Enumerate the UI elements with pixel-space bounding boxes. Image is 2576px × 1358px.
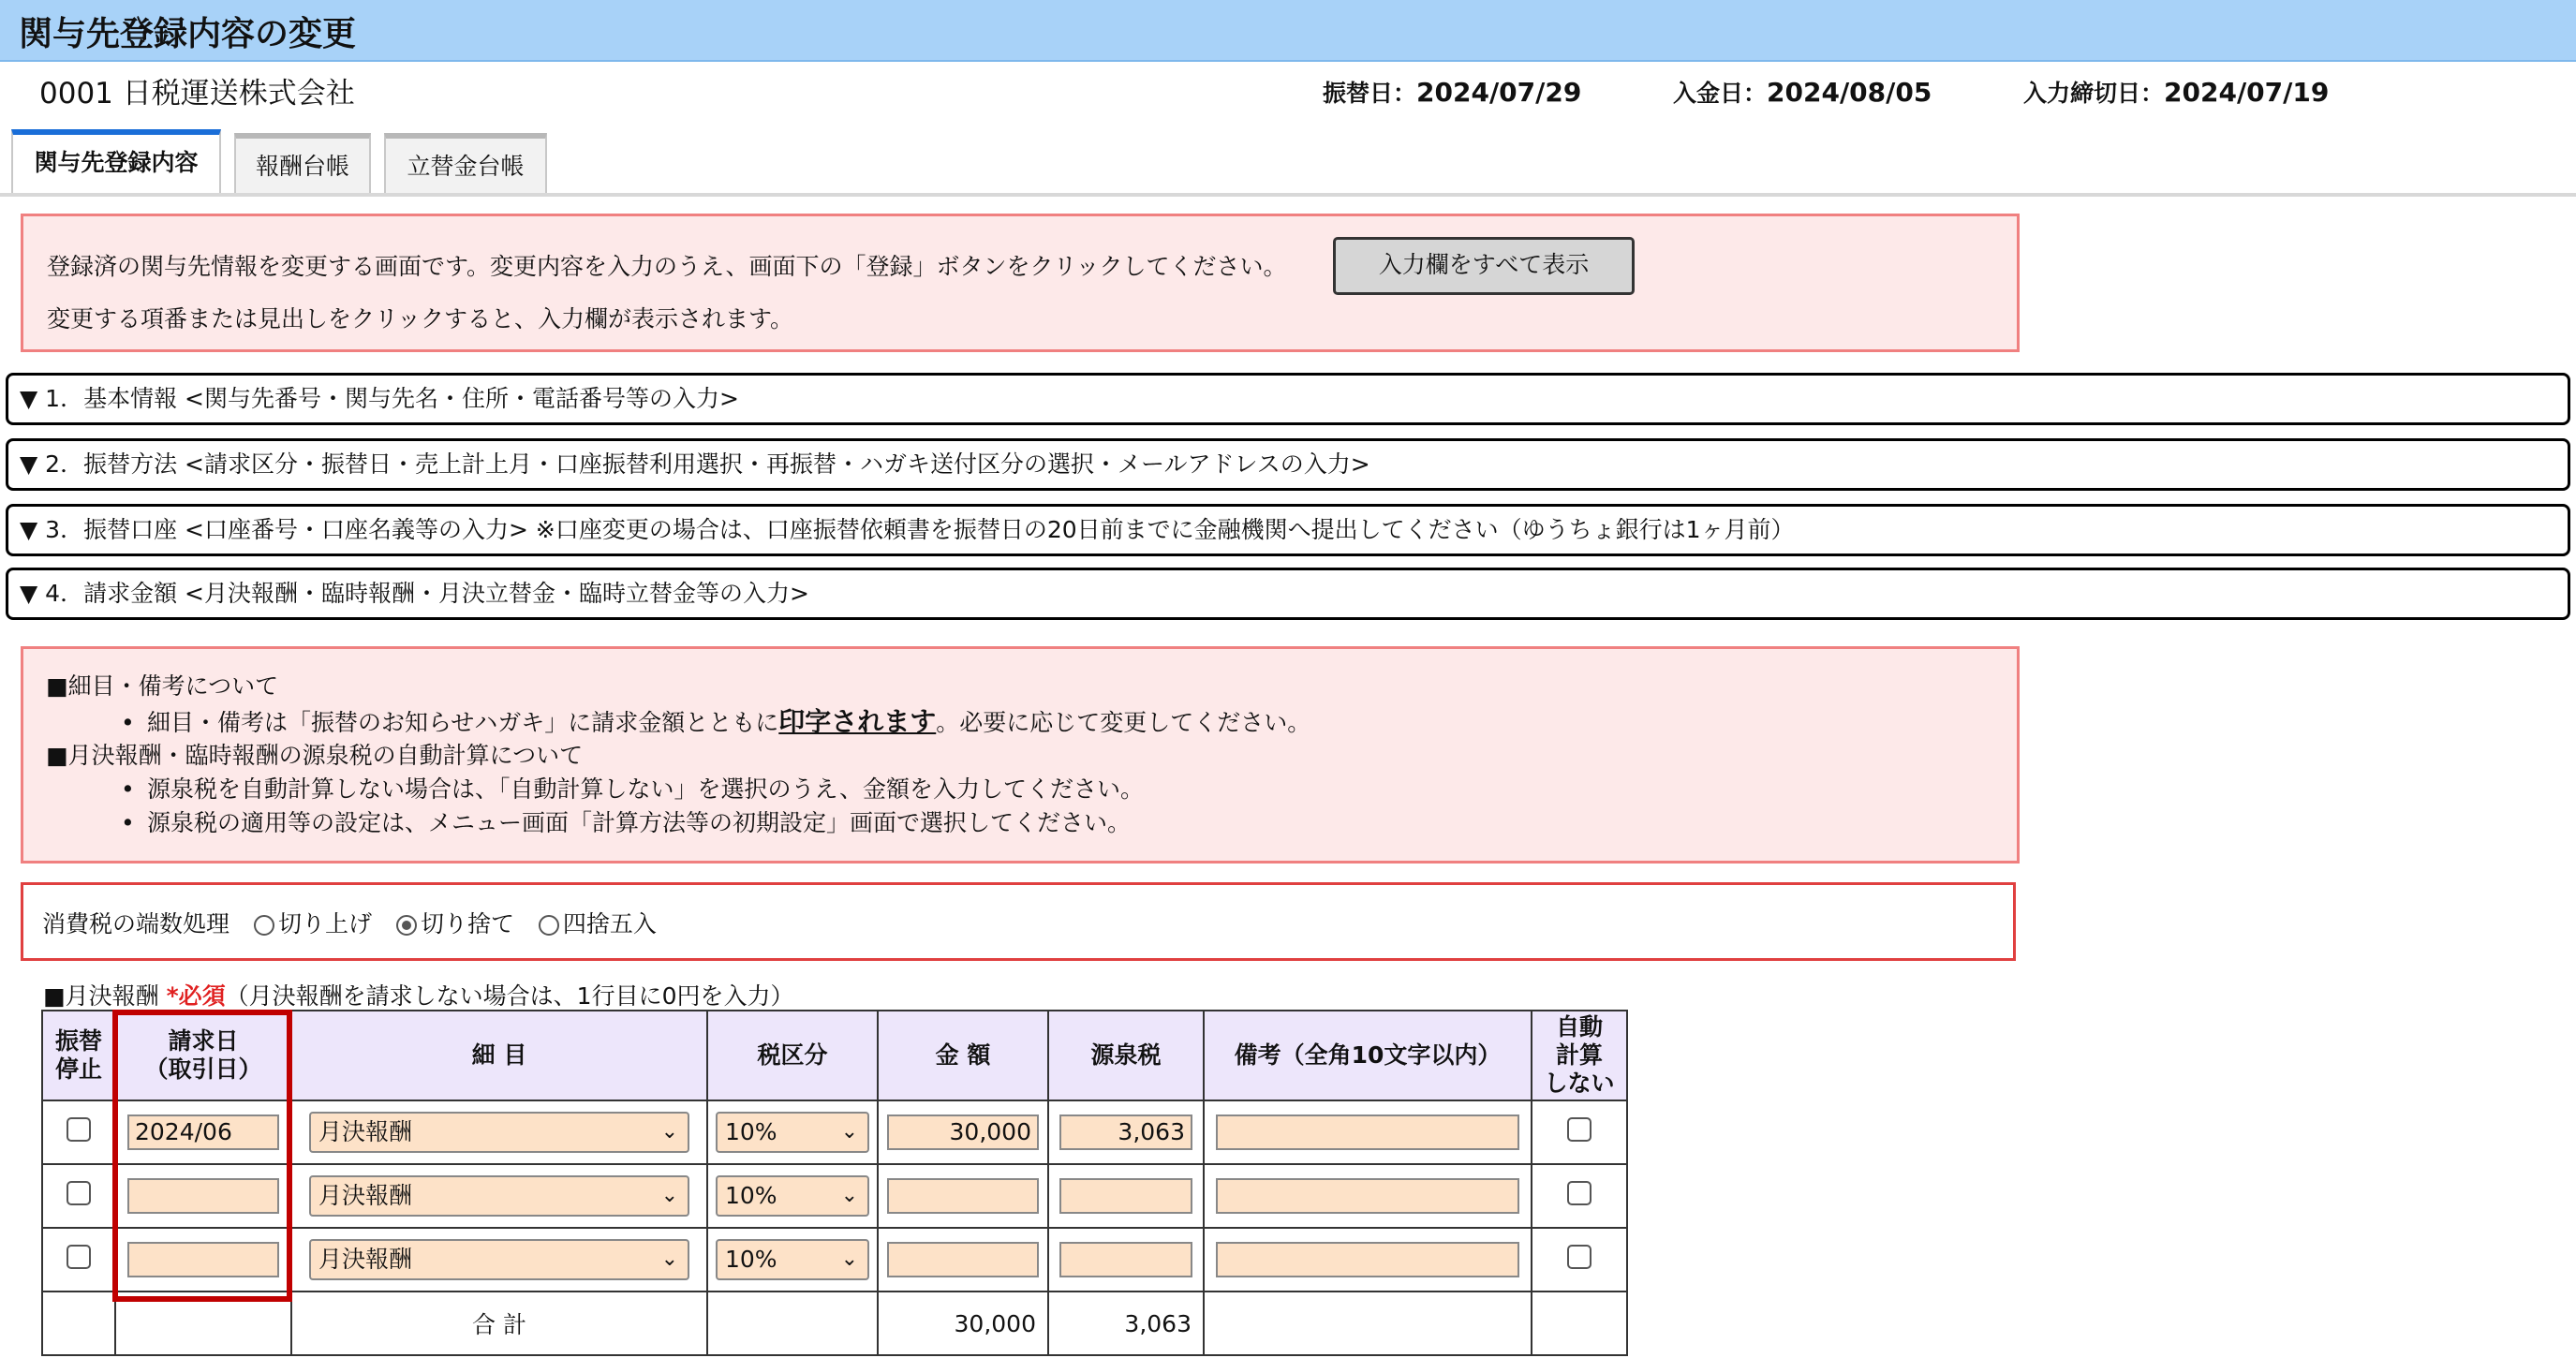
item-cell [291,1228,707,1292]
col-header-amount: 金 額 [878,1011,1048,1100]
notice-heading-items: ■細目・備考について [46,672,279,700]
deposit-date [1673,75,1932,109]
amount-cell [878,1164,1048,1228]
no-auto-calc-checkbox[interactable] [1567,1181,1591,1205]
stop-cell [42,1100,115,1164]
withholding-input[interactable]: 3,063 [1059,1114,1192,1150]
amount-cell [878,1228,1048,1292]
show-all-fields-button[interactable]: 入力欄をすべて表示 [1333,237,1635,295]
radio-round-half-label: 四捨五入 [562,910,657,937]
note-input[interactable] [1216,1114,1519,1150]
item-select[interactable] [309,1175,689,1217]
chevron-down-icon: ⌄ [840,1184,858,1207]
radio-round-up[interactable] [254,910,372,937]
total-cell-empty [1532,1292,1627,1355]
col-header-auto [1532,1011,1627,1100]
total-withholding: 3,063 [1048,1292,1204,1355]
detail-notice [21,646,2020,864]
stop-transfer-checkbox[interactable] [67,1181,91,1205]
tax-select[interactable] [716,1112,869,1153]
tab-client-registration[interactable]: 関与先登録内容 [11,129,221,193]
notice-bullet-auto-calc [121,771,1144,804]
no-auto-calc-checkbox[interactable] [1567,1245,1591,1269]
no-auto-calc-checkbox[interactable] [1567,1117,1591,1142]
amount-input[interactable] [887,1242,1039,1277]
col-header-stop-label: 振替 停止 [54,1027,102,1083]
section-billing-amount[interactable]: ▼ 4．請求金額 <月決報酬・臨時報酬・月決立替金・臨時立替金等の入力> [6,568,2570,620]
table-row [42,1100,1627,1164]
title-bar [0,0,2576,62]
bullet-icon: • [121,809,135,836]
withholding-cell [1048,1164,1204,1228]
bullet-settings-text: 源泉税の適用等の設定は、メニュー画面「計算方法等の初期設定」画面で選択してください。 [147,809,1132,836]
tax-cell [707,1164,878,1228]
radio-selected-icon[interactable] [396,915,417,936]
tax-rounding-label: 消費税の端数処理 [42,910,230,937]
company-name: 0001 日税運送株式会社 [39,77,355,111]
col-header-date-label: 請求日 （取引日） [144,1027,262,1083]
table-row [42,1228,1627,1292]
total-cell-empty [1204,1292,1532,1355]
required-marker: *必須 [166,982,226,1010]
date-cell [115,1228,291,1292]
bullet-icon: • [121,775,135,803]
section-transfer-method[interactable]: ▼ 2．振替方法 <請求区分・振替日・売上計上月・口座振替利用選択・再振替・ハガキ送付区分の選択・メールアドレスの入力> [6,438,2570,491]
section-basic-info[interactable]: ▼ 1．基本情報 <関与先番号・関与先名・住所・電話番号等の入力> [6,373,2570,425]
chevron-down-icon: ⌄ [660,1184,678,1207]
item-select-value: 月決報酬 [318,1182,413,1209]
tax-cell [707,1228,878,1292]
withholding-cell [1048,1228,1204,1292]
deadline-value: 2024/07/19 [2164,77,2330,108]
item-select-value: 月決報酬 [318,1118,413,1145]
stop-cell [42,1228,115,1292]
withholding-input[interactable] [1059,1178,1192,1214]
col-header-item: 細 目 [291,1011,707,1100]
item-select[interactable] [309,1239,689,1280]
col-header-stop [42,1011,115,1100]
stop-cell [42,1164,115,1228]
amount-input[interactable] [887,1178,1039,1214]
col-header-date [115,1011,291,1100]
chevron-down-icon: ⌄ [840,1247,858,1271]
monthly-fee-hint: （月決報酬を請求しない場合は、1行目に0円を入力） [225,982,794,1010]
bullet-print-emphasis: 印字されます [778,706,937,737]
total-row [42,1292,1627,1355]
billing-date-input[interactable] [127,1242,279,1277]
radio-round-half[interactable] [539,910,657,937]
total-label: 合 計 [291,1292,707,1355]
deposit-date-label: 入金日： [1673,80,1768,107]
tax-select[interactable] [716,1239,869,1280]
tax-select-value: 10% [725,1118,777,1145]
transfer-date-value: 2024/07/29 [1416,77,1582,108]
monthly-fee-caption [43,978,793,1011]
withholding-cell [1048,1100,1204,1164]
info-notice [21,214,2020,352]
bullet-print-text-2: 。必要に応じて変更してください。 [936,709,1311,736]
item-cell [291,1164,707,1228]
monthly-fee-title: ■月決報酬 [43,982,167,1010]
radio-icon[interactable] [254,915,274,936]
billing-date-input[interactable]: 2024/06 [127,1114,279,1150]
tab-bar [0,124,2576,197]
item-select[interactable] [309,1112,689,1153]
total-amount: 30,000 [878,1292,1048,1355]
tax-select-value: 10% [725,1246,777,1273]
item-select-value: 月決報酬 [318,1246,413,1273]
notice-heading-withholding: ■月決報酬・臨時報酬の源泉税の自動計算について [46,742,584,769]
transfer-date-label: 振替日： [1323,80,1417,107]
bullet-print-text-1: 細目・備考は「振替のお知らせハガキ」に請求金額とともに [147,709,779,736]
col-header-auto-label: 自動 計算 しない [1544,1013,1615,1097]
tax-cell [707,1100,878,1164]
deadline-label: 入力締切日： [2023,80,2165,107]
amount-cell [878,1100,1048,1164]
date-cell [115,1100,291,1164]
note-cell [1204,1228,1532,1292]
table-row [42,1164,1627,1228]
auto-cell [1532,1100,1627,1164]
notice-line-1: 登録済の関与先情報を変更する画面です。変更内容を入力のうえ、画面下の「登録」ボタンをクリックしてください。 [47,253,1287,280]
chevron-down-icon: ⌄ [660,1120,678,1144]
total-cell-empty [115,1292,291,1355]
transfer-date [1323,75,1581,109]
deposit-date-value: 2024/08/05 [1767,77,1932,108]
notice-bullet-settings [121,804,1131,838]
auto-cell [1532,1164,1627,1228]
billing-date-input[interactable] [127,1178,279,1214]
amount-input[interactable]: 30,000 [887,1114,1039,1150]
deadline-date [2023,75,2329,109]
notice-bullet-print [121,701,1310,739]
total-cell-empty [707,1292,878,1355]
note-cell [1204,1100,1532,1164]
chevron-down-icon: ⌄ [840,1120,858,1144]
note-input[interactable] [1216,1178,1519,1214]
tax-select[interactable] [716,1175,869,1217]
page-title: 関与先登録内容の変更 [19,15,357,53]
chevron-down-icon: ⌄ [660,1247,678,1271]
tab-fee-ledger[interactable]: 報酬台帳 [234,133,371,193]
date-cell [115,1164,291,1228]
notice-line-2: 変更する項番または見出しをクリックすると、入力欄が表示されます。 [47,305,794,332]
radio-round-up-label: 切り上げ [277,910,372,937]
bullet-icon: • [121,709,135,736]
note-input[interactable] [1216,1242,1519,1277]
col-header-tax: 税区分 [707,1011,878,1100]
radio-icon[interactable] [539,915,559,936]
stop-transfer-checkbox[interactable] [67,1245,91,1269]
auto-cell [1532,1228,1627,1292]
note-cell [1204,1164,1532,1228]
col-header-withholding: 源泉税 [1048,1011,1204,1100]
tab-advance-ledger[interactable]: 立替金台帳 [384,133,547,193]
tax-rounding-box [21,882,2016,961]
section-transfer-account[interactable]: ▼ 3．振替口座 <口座番号・口座名義等の入力> ※口座変更の場合は、口座振替依頼書を振替日の20日前までに金融機関へ提出してください（ゆうちょ銀行は1ヶ月前） [6,504,2570,556]
total-cell-empty [42,1292,115,1355]
radio-round-down[interactable] [396,910,514,937]
stop-transfer-checkbox[interactable] [67,1117,91,1142]
radio-round-down-label: 切り捨て [420,910,514,937]
item-cell [291,1100,707,1164]
bullet-auto-calc-text: 源泉税を自動計算しない場合は、「自動計算しない」を選択のうえ、金額を入力してください。 [147,775,1145,803]
withholding-input[interactable] [1059,1242,1192,1277]
tax-select-value: 10% [725,1182,777,1209]
monthly-fee-table [41,1010,1628,1356]
col-header-note: 備考（全角10文字以内） [1204,1011,1532,1100]
